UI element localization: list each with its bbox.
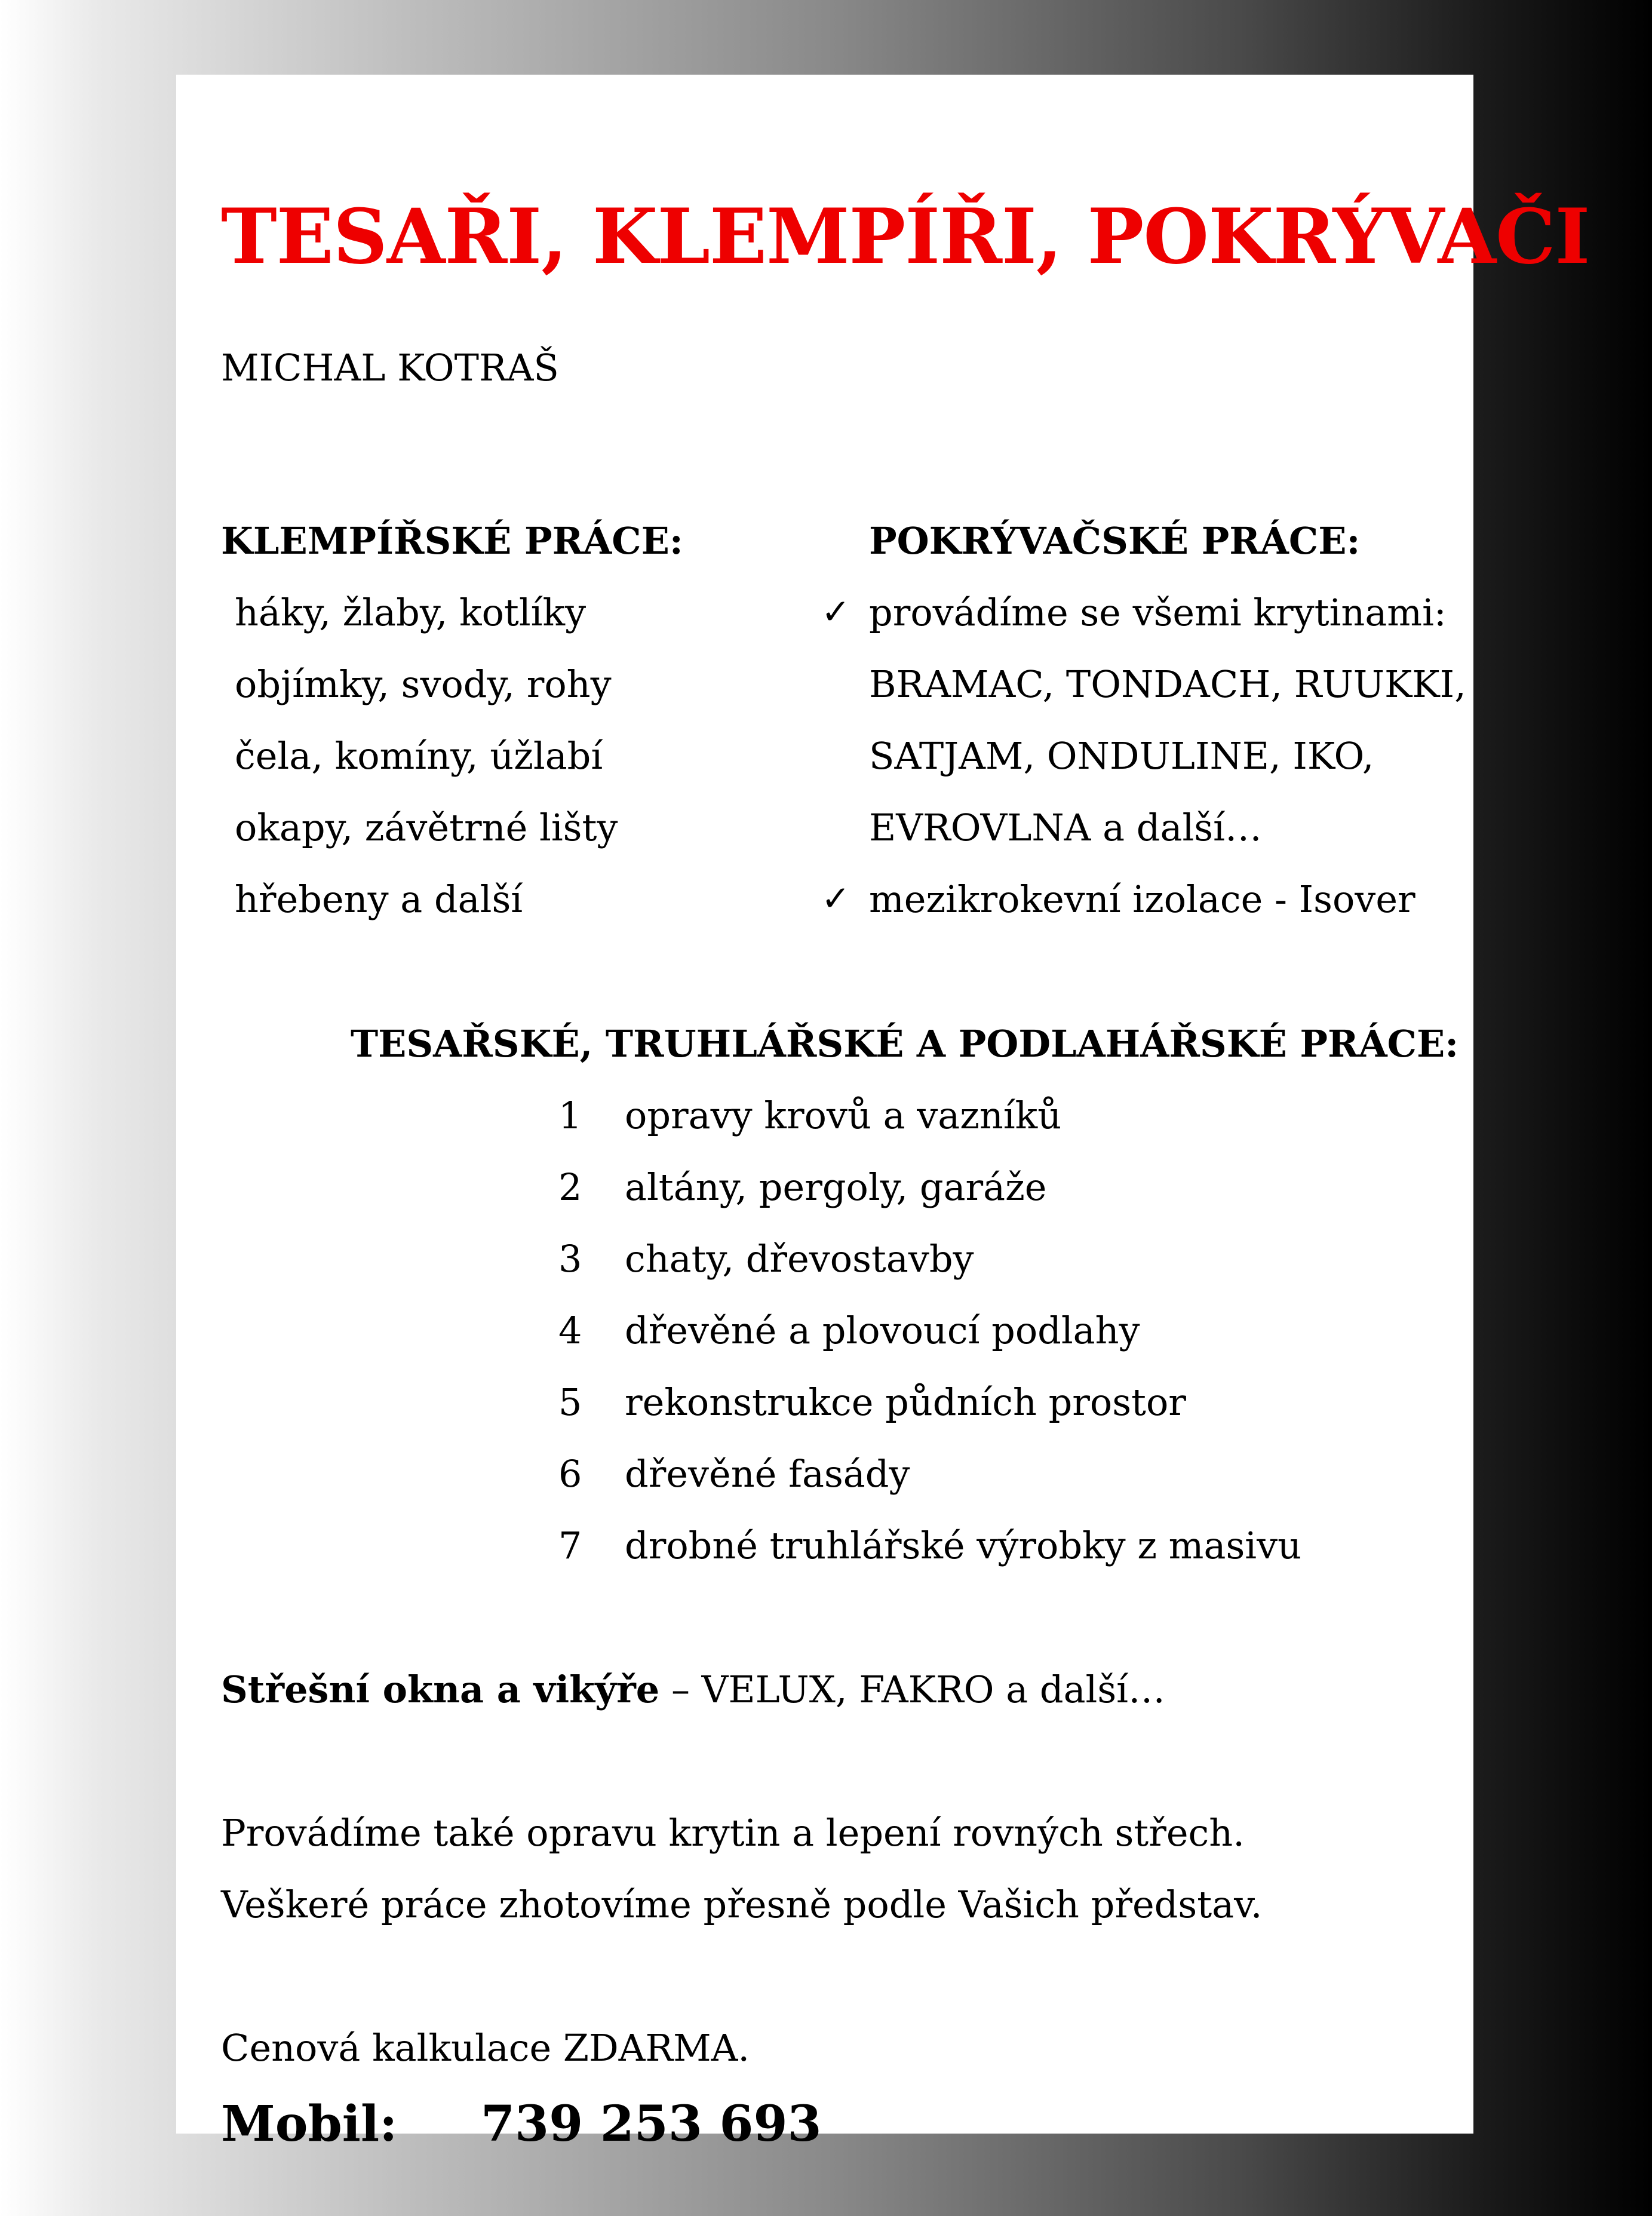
checkmark-icon: ✓ — [821, 878, 850, 919]
pokryvacske-item-line: SATJAM, ONDULINE, IKO, — [869, 734, 1374, 778]
list-item: opravy krovů a vazníků — [625, 1094, 1062, 1137]
list-item: rekonstrukce půdních prostor — [625, 1380, 1186, 1424]
list-item: altány, pergoly, garáže — [625, 1165, 1047, 1209]
list-item: dřevěné a plovoucí podlahy — [625, 1309, 1140, 1352]
pokryvacske-item: mezikrokevní izolace - Isover — [869, 877, 1415, 921]
klempirske-item: čela, komíny, úžlabí — [235, 734, 603, 778]
klempirske-item: okapy, závětrné lišty — [235, 806, 618, 849]
list-number: 6 — [558, 1452, 582, 1496]
tesarske-heading: TESAŘSKÉ, TRUHLÁŘSKÉ A PODLAHÁŘSKÉ PRÁCE: — [351, 1022, 1459, 1066]
list-item: drobné truhlářské výrobky z masivu — [625, 1524, 1302, 1567]
pokryvacske-heading: POKRÝVAČSKÉ PRÁCE: — [869, 519, 1361, 563]
roof-windows-rest: – VELUX, FAKRO a další… — [659, 1668, 1166, 1711]
mobile-number[interactable]: 739 253 693 — [481, 2095, 822, 2153]
roof-windows-bold: Střešní okna a vikýře — [221, 1668, 660, 1711]
page-title: TESAŘI, KLEMPÍŘI, POKRÝVAČI — [221, 192, 1590, 281]
pokryvacske-item-line: EVROVLNA a další… — [869, 806, 1262, 849]
list-number: 1 — [558, 1094, 582, 1137]
flyer-sheet — [176, 75, 1590, 2153]
klempirske-item: objímky, svody, rohy — [235, 662, 612, 706]
owner-name: MICHAL KOTRAŠ — [221, 346, 559, 389]
price-calculation-note: Cenová kalkulace ZDARMA. — [221, 2026, 750, 2070]
paragraph-line: Veškeré práce zhotovíme přesně podle Vašich představ. — [221, 1883, 1263, 1926]
roof-windows-line — [221, 1668, 1166, 1711]
klempirske-item: háky, žlaby, kotlíky — [235, 591, 587, 634]
list-number: 2 — [558, 1165, 582, 1209]
pokryvacske-item-line: BRAMAC, TONDACH, RUUKKI, — [869, 662, 1466, 706]
list-number: 7 — [558, 1524, 582, 1567]
list-number: 5 — [558, 1380, 582, 1424]
klempirske-item: hřebeny a další — [235, 877, 523, 921]
list-number: 4 — [558, 1309, 582, 1352]
paragraph-line: Provádíme také opravu krytin a lepení rovných střech. — [221, 1811, 1245, 1855]
klempirske-heading: KLEMPÍŘSKÉ PRÁCE: — [221, 519, 683, 563]
mobile-label: Mobil: — [221, 2095, 398, 2153]
checkmark-icon: ✓ — [821, 591, 850, 632]
list-item: dřevěné fasády — [625, 1452, 910, 1496]
list-number: 3 — [558, 1237, 582, 1281]
list-item: chaty, dřevostavby — [625, 1237, 974, 1281]
pokryvacske-item-line: provádíme se všemi krytinami: — [869, 591, 1447, 634]
